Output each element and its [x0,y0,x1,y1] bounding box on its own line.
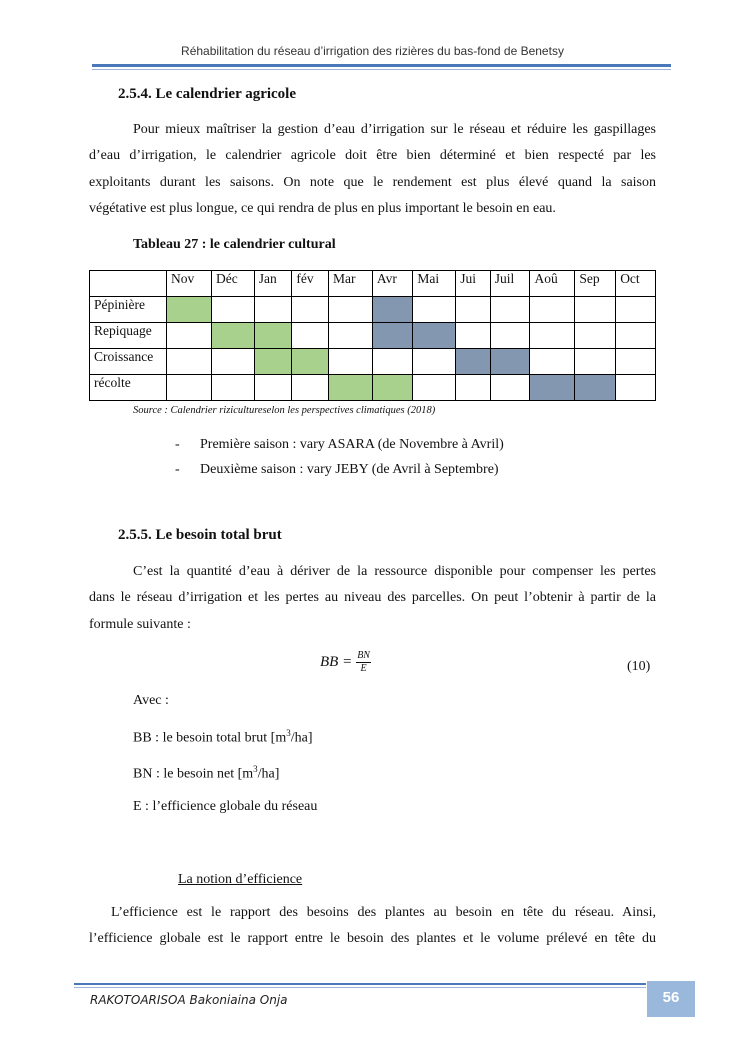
crop-calendar-table [89,270,656,401]
month-header: Mai [413,271,456,297]
calendar-paragraph [89,117,656,222]
month-header: Sep [575,271,616,297]
formula-lhs: BB = [320,654,353,671]
calendar-cell [530,349,575,375]
calendar-cell [254,349,292,375]
efficiency-subheading: La notion d’efficience [178,872,303,887]
table-header-row [90,271,656,297]
calendar-cell [292,323,329,349]
calendar-paragraph-line: végétative est plus longue, ce qui rendra de plus en plus important le besoin en eau. [89,200,556,216]
formula-numerator: BN [357,650,370,661]
exponent: 3 [286,728,291,738]
calendar-cell [167,349,212,375]
list-item: - Deuxième saison : vary JEBY (de Avril à Septembre) [175,462,499,477]
list-item-text: Première saison : vary ASARA (de Novembre à Avril) [200,437,504,452]
month-header: Nov [167,271,212,297]
list-item-text: Deuxième saison : vary JEBY (de Avril à Septembre) [200,462,499,477]
calendar-cell [211,323,254,349]
calendar-cell [167,323,212,349]
definition-bb-unit: /ha] [290,730,313,746]
calendar-cell [490,323,530,349]
calendar-cell [254,297,292,323]
formula [320,650,371,675]
section-heading-calendar: 2.5.4. Le calendrier agricole [118,86,297,102]
section-heading-gross-need: 2.5.5. Le besoin total brut [118,527,282,543]
month-header: Juil [490,271,530,297]
header-rule [92,64,671,67]
calendar-cell [329,297,373,323]
definition-bb-text: BB : le besoin total brut [m [133,730,287,746]
table-row [90,349,656,375]
running-header: Réhabilitation du réseau d’irrigation des rizières du bas-fond de Benetsy [181,44,564,58]
row-label: Repiquage [90,323,167,349]
table-row [90,297,656,323]
footer-author: RAKOTOARISOA Bakoniaina Onja [90,993,288,1007]
calendar-cell [413,297,456,323]
avec-label: Avec : [133,693,169,708]
row-label: récolte [90,375,167,401]
calendar-cell [211,349,254,375]
footer-rule-thin [74,987,646,988]
definition-bn [133,764,279,783]
page-number: 56 [647,981,695,1017]
gross-need-paragraph [89,559,656,638]
calendar-cell [329,349,373,375]
calendar-cell [372,375,412,401]
calendar-cell [254,375,292,401]
list-item: - Première saison : vary ASARA (de Novembre à Avril) [175,437,504,452]
table-row [90,375,656,401]
gross-need-paragraph-line: C’est la quantité d’eau à dériver de la ressource disponible pour compenser les pertes [133,564,656,579]
calendar-cell [490,297,530,323]
calendar-cell [490,349,530,375]
definition-bn-text: BN : le besoin net [m [133,766,254,782]
calendar-cell [456,349,491,375]
definition-e: E : l’efficience globale du réseau [133,799,318,814]
calendar-cell [616,323,656,349]
month-header: Avr [372,271,412,297]
calendar-cell [292,349,329,375]
calendar-cell [292,297,329,323]
table-corner-cell [90,271,167,297]
calendar-cell [413,375,456,401]
month-header: Oct [616,271,656,297]
exponent: 3 [253,764,258,774]
calendar-paragraph-line: d’eau d’irrigation, le calendrier agricole doit être bien déterminé et bien respecté par les [89,148,656,164]
row-label: Pépinière [90,297,167,323]
formula-denominator: E [360,663,367,674]
calendar-cell [167,375,212,401]
calendar-cell [530,297,575,323]
calendar-cell [575,323,616,349]
formula-number: (10) [627,659,651,674]
definition-bn-unit: /ha] [257,766,280,782]
calendar-cell [329,375,373,401]
calendar-cell [292,375,329,401]
calendar-cell [456,323,491,349]
calendar-cell [211,297,254,323]
calendar-cell [530,375,575,401]
calendar-paragraph-line: Pour mieux maîtriser la gestion d’eau d’irrigation sur le réseau et réduire les gaspillages [133,122,656,137]
table-row [90,323,656,349]
month-header: fév [292,271,329,297]
calendar-cell [167,297,212,323]
table-source: Source : Calendrier rizicultureselon les perspectives climatiques (2018) [133,405,436,416]
formula-fraction [356,650,371,675]
calendar-cell [575,349,616,375]
efficiency-paragraph [89,900,656,953]
calendar-cell [413,323,456,349]
row-label: Croissance [90,349,167,375]
table-caption: Tableau 27 : le calendrier cultural [133,237,336,252]
month-header: Aoû [530,271,575,297]
efficiency-paragraph-line: l’efficience globale est le rapport entre le besoin des plantes et le volume prélevé en tête du [89,931,656,947]
calendar-paragraph-line: exploitants durant les saisons. On note que le rendement est plus élevé quand la saison [89,174,656,190]
calendar-cell [372,323,412,349]
calendar-cell [575,375,616,401]
calendar-cell [490,375,530,401]
month-header: Jan [254,271,292,297]
calendar-cell [372,297,412,323]
calendar-cell [211,375,254,401]
month-header: Déc [211,271,254,297]
footer-rule [74,983,646,985]
gross-need-paragraph-line: formule suivante : [89,616,191,632]
calendar-cell [456,375,491,401]
calendar-cell [575,297,616,323]
month-header: Mar [329,271,373,297]
calendar-cell [329,323,373,349]
calendar-cell [530,323,575,349]
calendar-cell [616,375,656,401]
efficiency-paragraph-line: L’efficience est le rapport des besoins des plantes au besoin en tête du réseau. Ainsi, [111,905,656,920]
calendar-cell [254,323,292,349]
calendar-cell [456,297,491,323]
bullet-list [175,437,504,478]
calendar-cell [372,349,412,375]
calendar-cell [413,349,456,375]
calendar-cell [616,349,656,375]
calendar-cell [616,297,656,323]
month-header: Jui [456,271,491,297]
definition-bb [133,728,312,747]
gross-need-paragraph-line: dans le réseau d’irrigation et les pertes au niveau des parcelles. On peut l’obtenir à partir de la [89,590,656,606]
header-rule-thin [92,69,671,70]
